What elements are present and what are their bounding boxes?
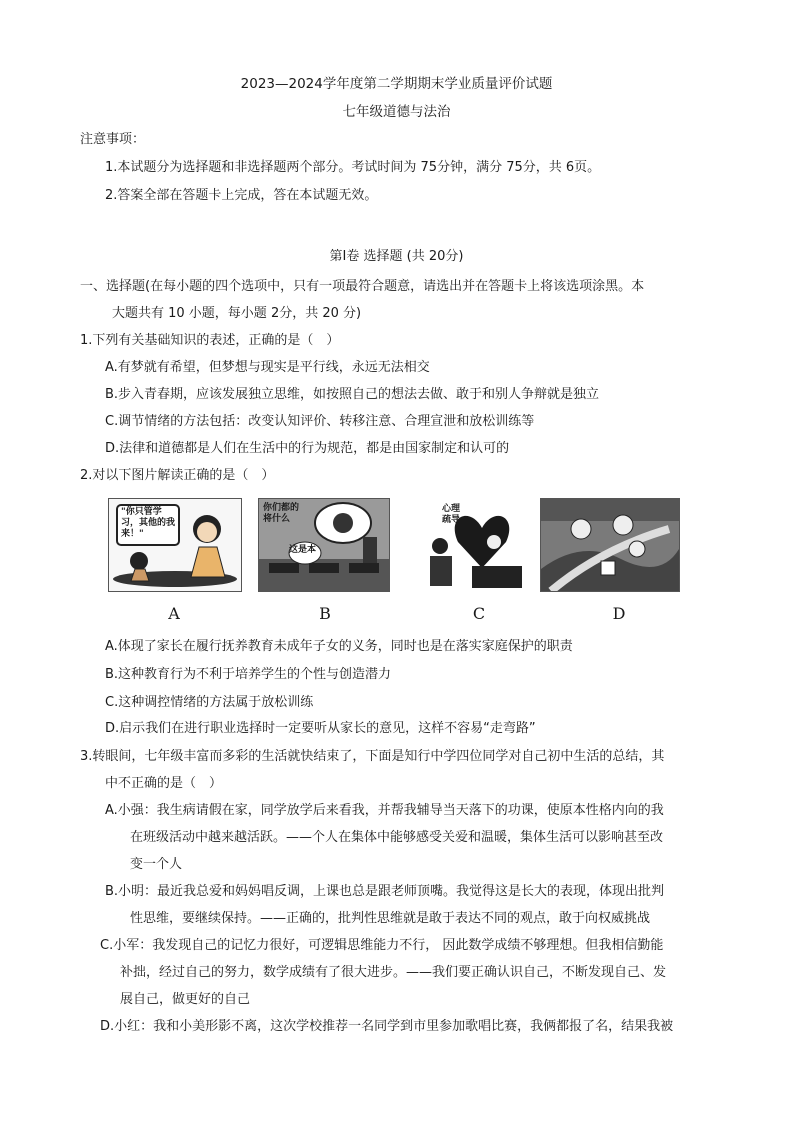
bubble-text-a: "你只管学习，其他的我来！": [121, 507, 176, 539]
question-stem: 3.转眼间，七年级丰富而多彩的生活就快结束了，下面是知行中学四位同学对自己初中生活的总结，其: [80, 749, 665, 764]
section-instruction: 一、选择题(在每小题的四个选项中，只有一项最符合题意，请选出并在答题卡上将该选项涂黑。本: [80, 279, 645, 294]
image-label-c: C: [472, 604, 486, 623]
option-a-continuation: 在班级活动中越来越活跃。——个人在集体中能够感受关爱和温暖，集体生活可以影响甚至改: [130, 830, 664, 845]
option-b: B.步入青春期，应该发展独立思维，如按照自己的想法去做、敢于和别人争辩就是独立: [105, 387, 600, 402]
notice-item: 1.本试题分为选择题和非选择题两个部分。考试时间为 75分钟，满分 75分，共 6页。: [105, 160, 601, 175]
image-label-a: A: [168, 604, 180, 623]
exam-title: 2023—2024学年度第二学期期末学业质量评价试题: [240, 76, 553, 92]
option-d: D.启示我们在进行职业选择时一定要听从家长的意见，这样不容易“走弯路”: [105, 721, 536, 736]
sign-text-c: 心理疏导: [442, 504, 461, 525]
option-a-continuation: 变一个人: [130, 857, 183, 872]
section-instruction: 大题共有 10 小题，每小题 2分，共 20 分): [112, 306, 362, 321]
question-stem: 中不正确的是（ ）: [105, 776, 223, 791]
option-a: A.有梦就有希望，但梦想与现实是平行线，永远无法相交: [105, 360, 430, 375]
illustration-b: [258, 498, 390, 592]
option-b: B.这种教育行为不利于培养学生的个性与创造潜力: [105, 667, 392, 682]
part-title: 第Ⅰ卷 选择题 (共 20分): [329, 249, 464, 264]
illustration-c: [418, 498, 526, 590]
illustration-d: [540, 498, 680, 592]
option-d: D.小红：我和小美形影不离，这次学校推荐一名同学到市里参加歌唱比赛，我俩都报了名，结果我被: [100, 1019, 674, 1034]
option-b: B.小明：最近我总爱和妈妈唱反调，上课也总是跟老师顶嘴。我觉得这是长大的表现，体现出批判: [105, 884, 665, 899]
option-c-continuation: 展自己，做更好的自己: [120, 992, 251, 1007]
question-stem: 2.对以下图片解读正确的是（ ）: [80, 468, 275, 483]
bubble-text-b1: 你们都的将什么: [263, 503, 300, 524]
option-a: A.小强：我生病请假在家，同学放学后来看我，并帮我辅导当天落下的功课，使原本性格内向的我: [105, 803, 664, 818]
option-c: C.调节情绪的方法包括：改变认知评价、转移注意、合理宣泄和放松训练等: [105, 414, 535, 429]
option-b-continuation: 性思维，要继续保持。——正确的，批判性思维就是敢于表达不同的观点，敢于向权威挑战: [130, 911, 651, 926]
option-d: D.法律和道德都是人们在生活中的行为规范，都是由国家制定和认可的: [105, 441, 510, 456]
option-c-continuation: 补拙，经过自己的努力，数学成绩有了很大进步。——我们要正确认识自己，不断发现自己、发: [120, 965, 667, 980]
illustration-a: [108, 498, 242, 592]
exam-subject: 七年级道德与法治: [342, 104, 451, 120]
image-label-d: D: [612, 604, 626, 623]
bubble-text-b2: 这是本: [289, 545, 317, 555]
notice-item: 2.答案全部在答题卡上完成，答在本试题无效。: [105, 188, 378, 203]
image-label-b: B: [319, 604, 331, 623]
option-a: A.体现了家长在履行抚养教育未成年子女的义务，同时也是在落实家庭保护的职责: [105, 639, 573, 654]
option-c: C.小军：我发现自己的记忆力很好，可逻辑思维能力不行， 因此数学成绩不够理想。但我相信勤能: [100, 938, 664, 953]
notice-heading: 注意事项：: [80, 132, 146, 147]
question-stem: 1.下列有关基础知识的表述，正确的是（ ）: [80, 333, 340, 348]
option-c: C.这种调控情绪的方法属于放松训练: [105, 695, 314, 710]
